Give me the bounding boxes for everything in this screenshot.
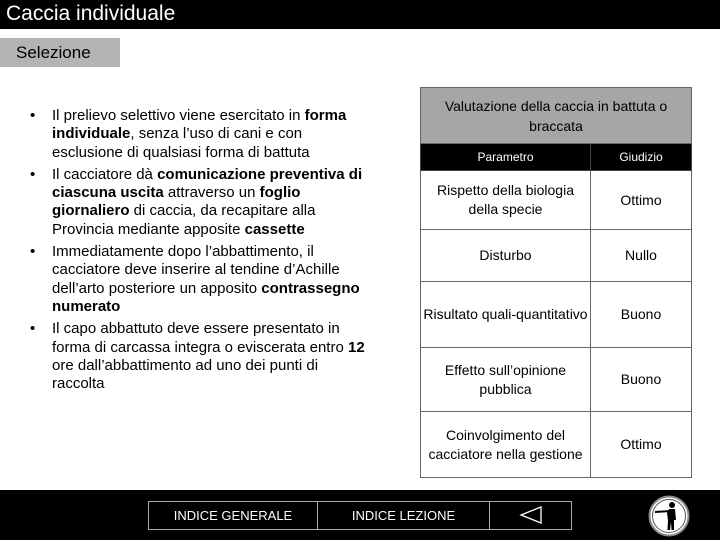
left-triangle-icon bbox=[519, 505, 543, 525]
table-cell-giudizio: Ottimo bbox=[591, 171, 692, 230]
indice-lezione-button[interactable]: INDICE LEZIONE bbox=[317, 501, 490, 530]
bullet-dot-icon: • bbox=[30, 107, 36, 124]
bullet-dot-icon: • bbox=[30, 165, 36, 183]
hunter-logo-icon[interactable] bbox=[648, 495, 690, 537]
bullet-list bbox=[30, 107, 370, 397]
bullet-dot-icon: • bbox=[30, 320, 36, 338]
section-label: Selezione bbox=[16, 43, 91, 62]
table-row bbox=[421, 230, 692, 282]
table-row bbox=[421, 348, 692, 412]
table-title: Valutazione della caccia in battuta o braccata bbox=[421, 88, 692, 144]
bullet-bold-text: 12 bbox=[347, 338, 365, 356]
page-title: Caccia individuale bbox=[6, 2, 176, 25]
evaluation-table bbox=[420, 87, 692, 478]
table-cell-giudizio: Nullo bbox=[591, 230, 692, 282]
table-cell-parametro: Effetto sull’opinione pubblica bbox=[421, 348, 591, 412]
table-row bbox=[421, 412, 692, 478]
table-cell-giudizio: Buono bbox=[591, 282, 692, 348]
bullet-bold-text: forma individuale bbox=[52, 107, 347, 143]
bullet-text: Il prelievo selettivo viene esercitato in bbox=[52, 107, 305, 124]
table-cell-parametro: Disturbo bbox=[421, 230, 591, 282]
indice-generale-button[interactable]: INDICE GENERALE bbox=[148, 501, 318, 530]
bullet-dot-icon: • bbox=[30, 243, 36, 261]
column-header-parametro: Parametro bbox=[421, 144, 591, 171]
table-cell-parametro: Risultato quali-quantitativo bbox=[421, 282, 591, 348]
bullet-text: , senza l’uso di cani e con esclusione di qualsiasi forma di battuta bbox=[52, 125, 310, 161]
table-row bbox=[421, 171, 692, 230]
bullet-item bbox=[30, 243, 370, 316]
bullet-text: di caccia, da recapitare alla Provincia mediante apposite bbox=[52, 202, 316, 238]
bullet-bold-text: comunicazione preventiva di ciascuna uscita bbox=[52, 165, 363, 202]
bullet-item bbox=[30, 107, 370, 162]
bullet-bold-text: cassette bbox=[244, 220, 305, 238]
bullet-item bbox=[30, 166, 370, 239]
bullet-text: attraverso un bbox=[163, 184, 260, 202]
bullet-text: Immediatamente dopo l’abbattimento, il cacciatore deve inserire al tendine d’Achille dell’arto posteriore un apposito bbox=[52, 243, 340, 297]
table-cell-parametro: Coinvolgimento del cacciatore nella gestione bbox=[421, 412, 591, 478]
bullet-text: Il cacciatore dà bbox=[52, 165, 158, 183]
footer-bar bbox=[0, 490, 720, 540]
bullet-bold-text: contrassegno numerato bbox=[52, 279, 360, 315]
bullet-text: Il capo abbattuto deve essere presentato in forma di carcassa integra o eviscerata entro bbox=[52, 320, 348, 356]
table-cell-giudizio: Buono bbox=[591, 348, 692, 412]
table-cell-parametro: Rispetto della biologia della specie bbox=[421, 171, 591, 230]
back-button[interactable] bbox=[489, 501, 572, 530]
title-bar bbox=[0, 0, 720, 29]
table-cell-giudizio: Ottimo bbox=[591, 412, 692, 478]
column-header-giudizio: Giudizio bbox=[591, 144, 692, 171]
section-tab bbox=[0, 38, 120, 67]
bullet-item bbox=[30, 320, 370, 393]
bullet-bold-text: foglio giornaliero bbox=[52, 184, 301, 220]
table-row bbox=[421, 282, 692, 348]
bullet-text: ore dall’abbattimento ad uno dei punti di raccolta bbox=[52, 356, 319, 393]
